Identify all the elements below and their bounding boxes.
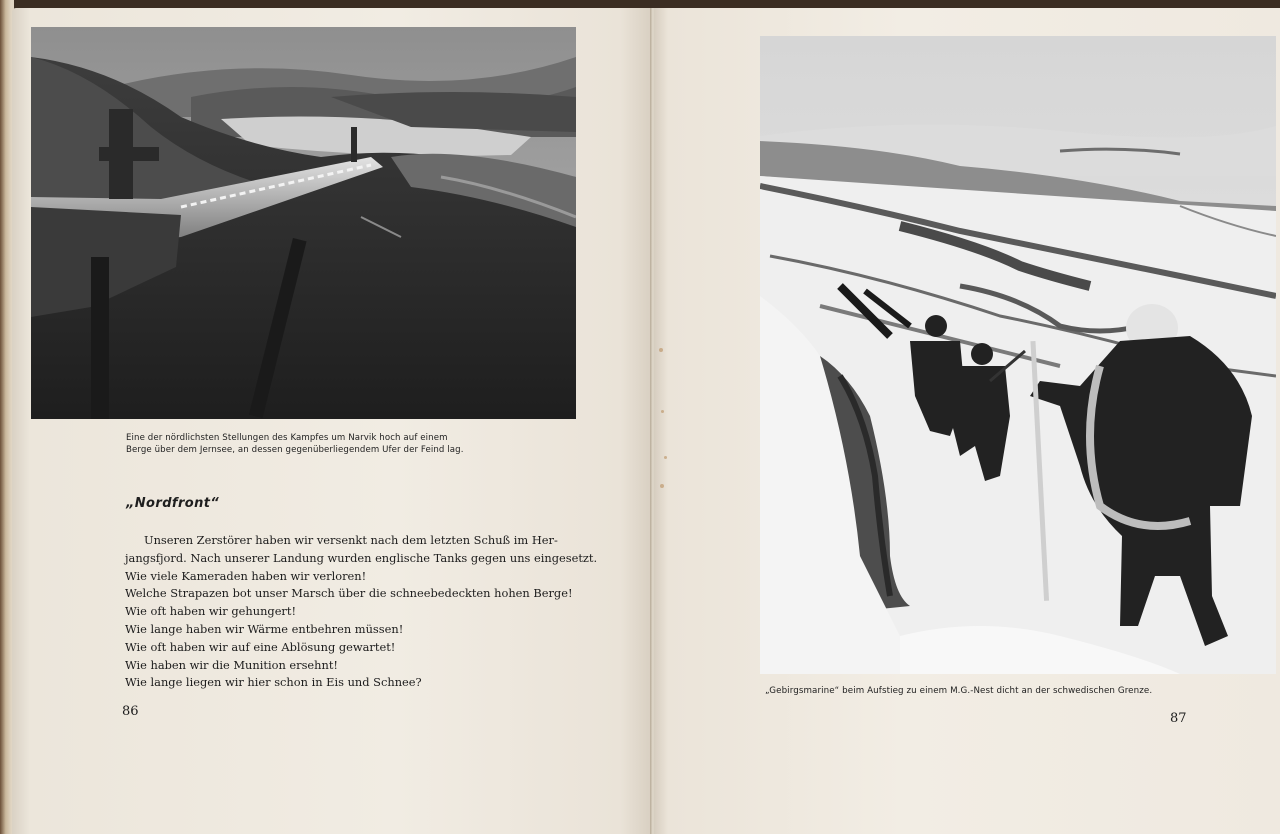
paper-spot: [660, 484, 664, 488]
poem-line: Wie oft haben wir auf eine Ablösung gewartet!: [125, 639, 396, 654]
poem-line: Wie oft haben wir gehungert!: [125, 604, 297, 619]
caption-line: Berge über dem Jernsee, an dessen gegenüberliegendem Ufer der Feind lag.: [126, 445, 464, 455]
poem-heading: „Nordfront“: [126, 496, 220, 511]
paper-spot: [661, 410, 664, 413]
right-photo-caption: „Gebirgsmarine“ beim Aufstieg zu einem M.G.-Nest dicht an der schwedischen Grenze.: [765, 686, 1153, 696]
caption-line: Eine der nördlichsten Stellungen des Kampfes um Narvik hoch auf einem: [126, 433, 448, 443]
paper-spot: [664, 456, 667, 459]
poem-line: Wie haben wir die Munition ersehnt!: [125, 657, 338, 672]
left-photo-caption: [126, 432, 464, 456]
mountain-machine-gun-photo: [31, 27, 576, 419]
poem-line: Wie viele Kameraden haben wir verloren!: [125, 568, 367, 583]
poem-line: jangsfjord. Nach unserer Landung wurden englische Tanks gegen uns eingesetzt.: [125, 550, 598, 565]
poem-text: [125, 532, 598, 692]
poem-line: Wie lange liegen wir hier schon in Eis und Schnee?: [125, 675, 422, 690]
page-number-right: 87: [1170, 711, 1187, 726]
poem-line: Unseren Zerstörer haben wir versenkt nach dem letzten Schuß im Her-: [144, 533, 558, 547]
page-number-left: 86: [122, 704, 139, 719]
soldiers-climbing-snow-photo: [760, 36, 1276, 674]
paper-spot: [659, 348, 663, 352]
poem-line: Welche Strapazen bot unser Marsch über die schneebedeckten hohen Berge!: [125, 586, 573, 601]
poem-line: Wie lange haben wir Wärme entbehren müssen!: [125, 621, 404, 636]
